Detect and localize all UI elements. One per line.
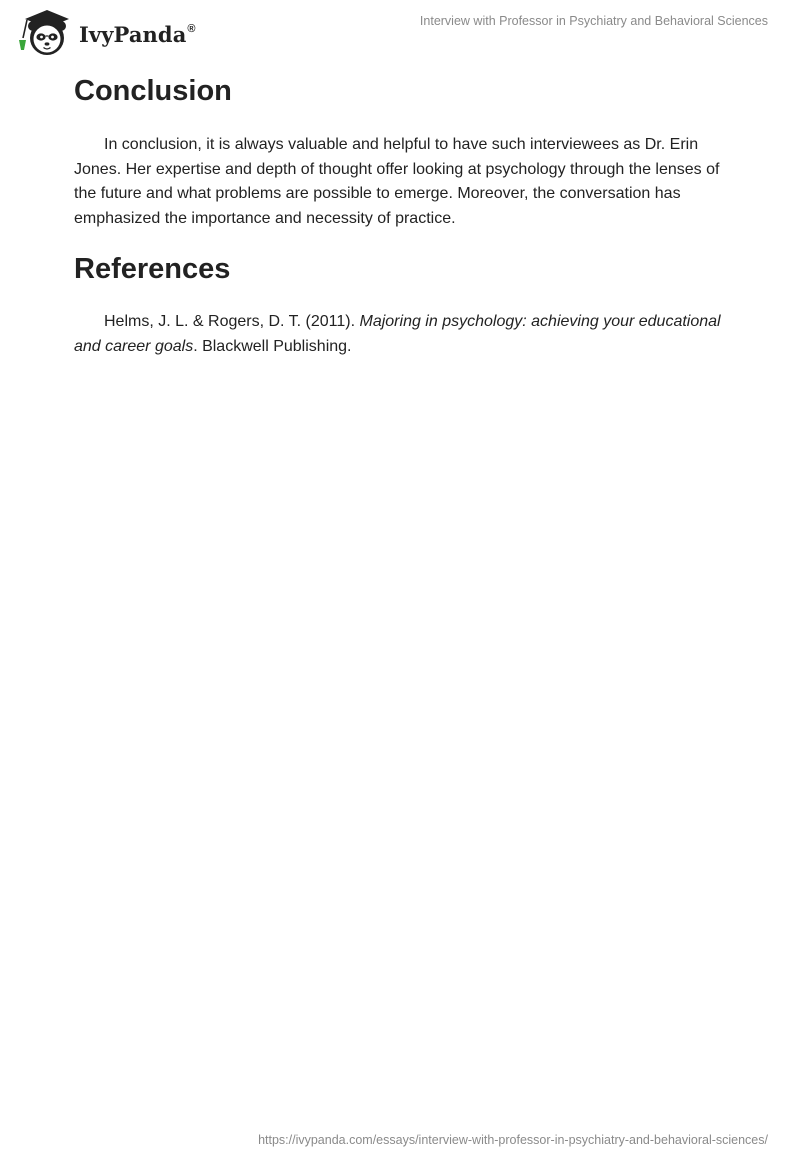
brand-name: IvyPanda® — [79, 21, 196, 47]
references-section — [74, 251, 734, 359]
reference-publisher: . Blackwell Publishing. — [193, 337, 352, 355]
conclusion-heading: Conclusion — [74, 75, 232, 107]
footer-url[interactable]: https://ivypanda.com/essays/interview-with-professor-in-psychiatry-and-behavioral-sciences/ — [258, 1133, 768, 1147]
page-header — [0, 0, 800, 70]
reference-title: Majoring in psychology: achieving your educational and career goals — [74, 313, 721, 355]
document-body — [74, 73, 734, 359]
reference-authors-year: Helms, J. L. & Rogers, D. T. (2011). — [104, 313, 360, 330]
registered-mark: ® — [187, 22, 196, 35]
ivypanda-logo[interactable] — [15, 8, 196, 58]
conclusion-section — [74, 73, 734, 231]
panda-graduate-icon — [15, 8, 77, 58]
references-heading: References — [74, 253, 231, 285]
reference-entry — [74, 310, 734, 359]
running-title: Interview with Professor in Psychiatry and Behavioral Sciences — [419, 14, 768, 28]
conclusion-paragraph: In conclusion, it is always valuable and helpful to have such interviewees as Dr. Erin Jones. Her expertise and depth of thought offer looking at psychology through the lenses of the future and what problems are possible to emerge. Moreover, the conversation has emphasized the importance and necessity of practice. — [74, 136, 720, 227]
